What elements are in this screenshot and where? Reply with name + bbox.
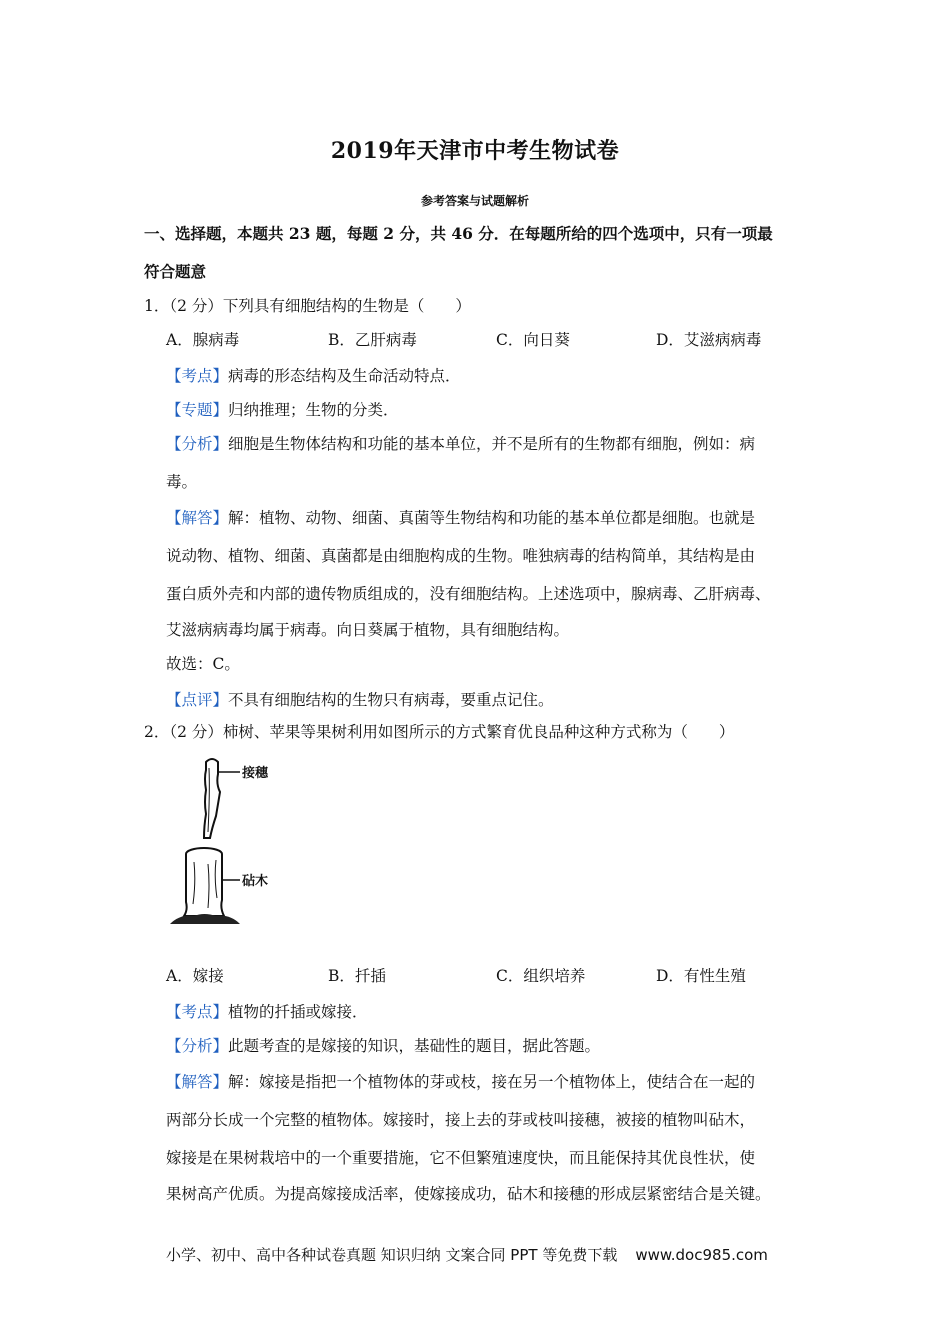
q1-fenxi-line1	[166, 434, 755, 454]
q1-jieda-line1	[166, 508, 755, 528]
footer-url[interactable]: www.doc985.com	[635, 1246, 768, 1264]
jieda-tag: 【解答】	[166, 1073, 229, 1091]
q2-jieda-line2: 两部分长成一个完整的植物体。嫁接时，接上去的芽或枝叫接穗，被接的植物叫砧木，	[166, 1111, 756, 1129]
jieda-text: 解：嫁接是指把一个植物体的芽或枝，接在另一个植物体上，使结合在一起的	[228, 1073, 756, 1091]
kaodian-text: 植物的扦插或嫁接．	[228, 1003, 368, 1021]
q2-fenxi	[166, 1036, 600, 1056]
page-subtitle: 参考答案与试题解析	[420, 194, 529, 208]
q2-option-b: B．扦插	[328, 967, 386, 985]
zhuanti-text: 归纳推理；生物的分类．	[228, 401, 399, 419]
rootstock-trunk	[184, 854, 224, 916]
scion-label: 接穗	[242, 766, 269, 781]
q1-option-a: A．腺病毒	[166, 331, 240, 349]
q1-zhuanti	[166, 400, 399, 420]
q2-kaodian	[166, 1002, 368, 1022]
fenxi-text: 细胞是生物体结构和功能的基本单位，并不是所有的生物都有细胞，例如：病	[228, 435, 756, 453]
q1-dianping	[166, 690, 554, 710]
q2-stem: 2．（2 分）柿树、苹果等果树利用如图所示的方式繁育优良品种这种方式称为（ ）	[144, 723, 735, 741]
q1-option-c: C．向日葵	[496, 331, 570, 349]
q1-answer: 故选：C。	[166, 655, 240, 673]
kaodian-text: 病毒的形态结构及生命活动特点．	[228, 367, 461, 385]
kaodian-tag: 【考点】	[166, 367, 229, 385]
section-heading-line1: 一、选择题，本题共 23 题，每题 2 分，共 46 分．在每题所给的四个选项中，只有一项最	[144, 224, 773, 243]
page-title: 2019年天津市中考生物试卷	[330, 138, 620, 164]
rootstock-label: 砧木	[242, 874, 269, 889]
fenxi-tag: 【分析】	[166, 435, 229, 453]
grafting-figure	[160, 752, 290, 932]
jieda-tag: 【解答】	[166, 509, 229, 527]
jieda-text: 解：植物、动物、细菌、真菌等生物结构和功能的基本单位都是细胞。也就是	[228, 509, 756, 527]
q1-jieda-line2: 说动物、植物、细菌、真菌都是由细胞构成的生物。唯独病毒的结构简单，其结构是由	[166, 547, 756, 565]
zhuanti-tag: 【专题】	[166, 401, 229, 419]
q1-stem: 1．（2 分）下列具有细胞结构的生物是（ ）	[144, 297, 471, 315]
dianping-text: 不具有细胞结构的生物只有病毒，要重点记住。	[228, 691, 554, 709]
kaodian-tag: 【考点】	[166, 1003, 229, 1021]
q2-option-a: A．嫁接	[166, 967, 224, 985]
q1-option-b: B．乙肝病毒	[328, 331, 417, 349]
section-heading-line2: 符合题意	[144, 262, 207, 281]
q1-kaodian	[166, 366, 461, 386]
fenxi-text: 此题考查的是嫁接的知识，基础性的题目，据此答题。	[228, 1037, 601, 1055]
fenxi-tag: 【分析】	[166, 1037, 229, 1055]
q2-option-c: C．组织培养	[496, 967, 586, 985]
q2-option-d: D．有性生殖	[656, 967, 746, 985]
q2-jieda-line3: 嫁接是在果树栽培中的一个重要措施，它不但繁殖速度快，而且能保持其优良性状，使	[166, 1149, 756, 1167]
page-footer	[166, 1244, 768, 1265]
q2-jieda-line4: 果树高产优质。为提高嫁接成活率，使嫁接成功，砧木和接穗的形成层紧密结合是关键。	[166, 1185, 771, 1203]
grafting-illustration	[160, 752, 290, 932]
dianping-tag: 【点评】	[166, 691, 229, 709]
scion-shape	[204, 759, 220, 838]
q1-option-d: D．艾滋病病毒	[656, 331, 762, 349]
soil-mound	[170, 914, 240, 924]
q1-jieda-line3: 蛋白质外壳和内部的遗传物质组成的，没有细胞结构。上述选项中，腺病毒、乙肝病毒、	[166, 585, 771, 603]
q1-fenxi-line2: 毒。	[166, 473, 198, 491]
q1-jieda-line4: 艾滋病病毒均属于病毒。向日葵属于植物，具有细胞结构。	[166, 621, 570, 639]
footer-text: 小学、初中、高中各种试卷真题 知识归纳 文案合同 PPT 等免费下载	[166, 1246, 618, 1264]
q2-jieda-line1	[166, 1072, 755, 1092]
